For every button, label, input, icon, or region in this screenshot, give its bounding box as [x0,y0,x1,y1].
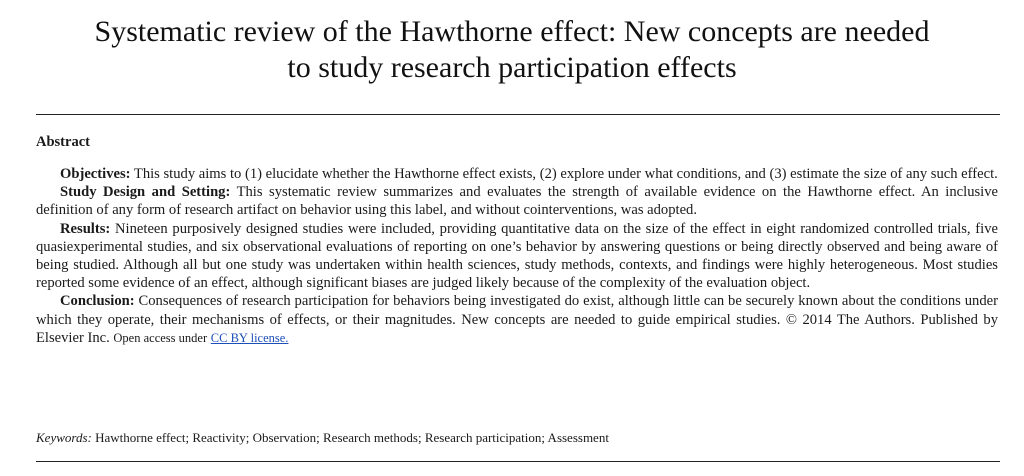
article-title [0,14,1024,86]
keywords-text: Hawthorne effect; Reactivity; Observation; Research methods; Research participation; Assessment [95,430,609,445]
open-access-text: Open access under [113,330,208,345]
keywords-label: Keywords: [36,430,92,445]
article-title-line-2: to study research participation effects [287,51,737,84]
top-divider [36,114,1000,115]
cc-by-license-link[interactable]: CC BY license. [210,330,289,345]
results-text: Nineteen purposively designed studies were included, providing quantitative data on the size of the effect in eight randomized controlled trials, five quasiexperimental studies, and six observational evaluations of reporting on one’s behavior by answering questions or being directly observed and being aware of being studied. Although all but one study was undertaken within health sciences, study methods, contexts, and findings were highly heterogeneous. Most studies reported some evidence of an effect, although significant biases are judged likely because of the complexity of the evaluation object. [36,220,998,292]
abstract-results [36,220,998,293]
objectives-text: This study aims to (1) elucidate whether the Hawthorne effect exists, (2) explore under what conditions, and (3) estimate the size of any such effect. [133,166,998,182]
abstract-study-design [36,183,998,219]
abstract-conclusion [36,292,998,347]
abstract-objectives [36,165,998,183]
objectives-label: Objectives: [60,166,131,182]
conclusion-text: Consequences of research participation for behaviors being investigated do exist, although little can be securely known about the conditions under which they operate, their mechanisms of effects, or their magnitudes. New concepts are needed to guide empirical studies. [36,293,998,328]
abstract-heading: Abstract [36,134,90,150]
bottom-divider [36,461,1000,462]
study-design-text: This systematic review summarizes and evaluates the strength of available evidence on the Hawthorne effect. An inclusive definition of any form of research artifact on behavior using this label, and without cointerventions, was adopted. [36,184,998,219]
abstract-body [36,165,998,347]
copyright-notice: © 2014 The Authors. Published by Elsevier Inc. [36,311,998,346]
conclusion-label: Conclusion: [60,293,135,310]
study-design-label: Study Design and Setting: [60,184,231,201]
article-title-line-1: Systematic review of the Hawthorne effect: New concepts are needed [94,15,930,48]
keywords-line [36,429,998,446]
results-label: Results: [60,220,111,237]
